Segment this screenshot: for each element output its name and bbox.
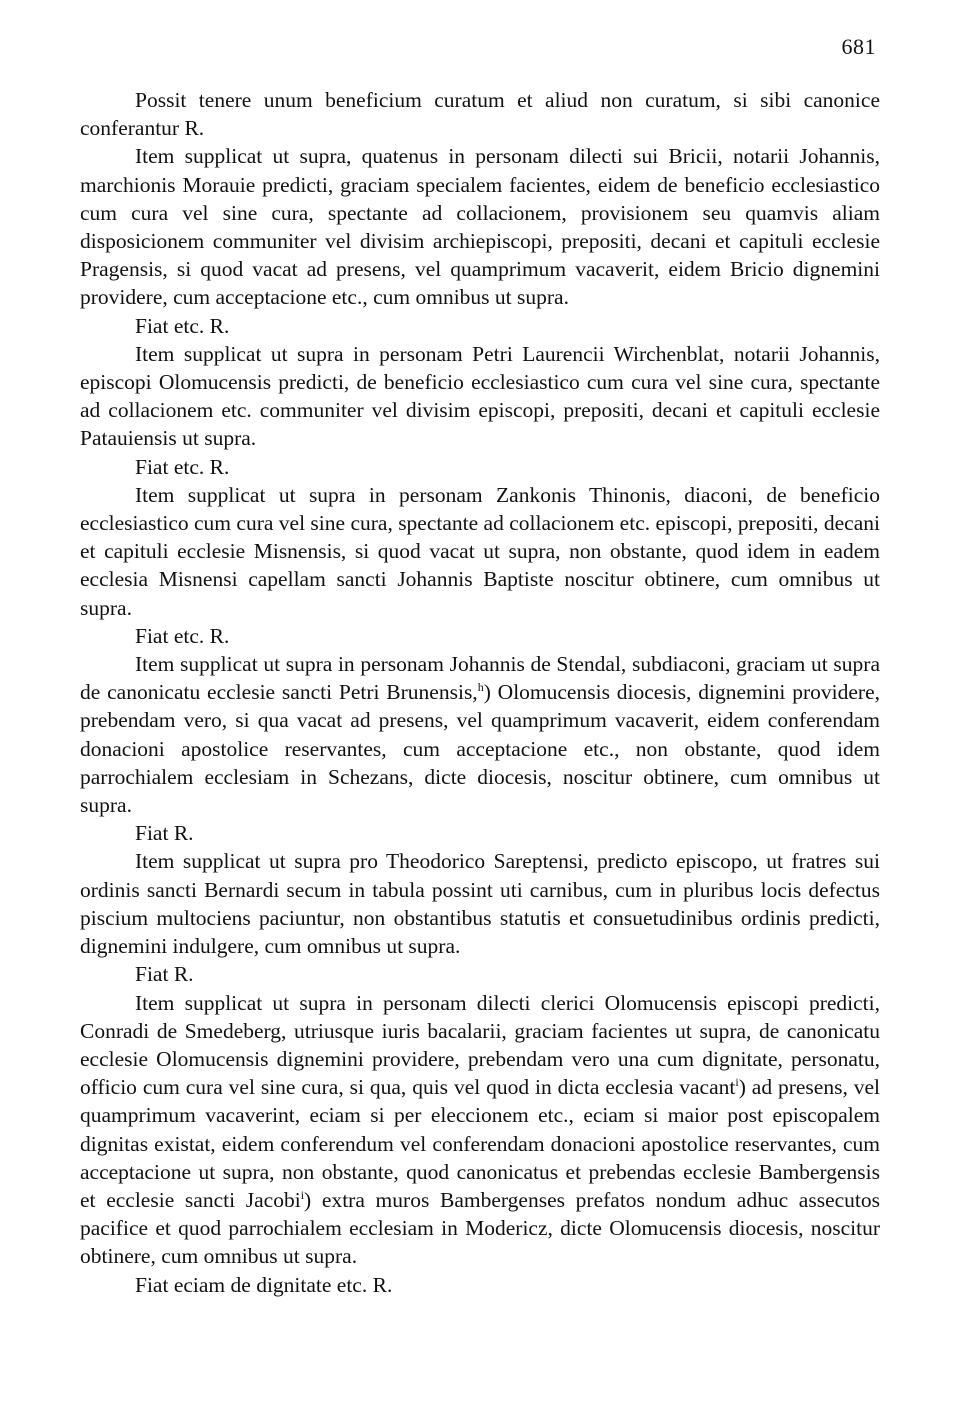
paragraph-text: Possit tenere unum beneficium curatum et aliud non curatum, si sibi canonice conferantur R. (80, 88, 880, 141)
paragraph-text: ) Olomucensis diocesis, dignemini providere, prebendam vero, si qua vacat ad presens, vel quamprimum vacaverit, eidem conferendam donacioni apostolice reservantes, cum acceptacione etc., non obstante, quod idem parrochialem ecclesiam in Schezans, dicte diocesis, noscitur obtinere, cum omnibus ut supra. (80, 680, 880, 818)
fiat-text: Fiat R. (135, 821, 194, 846)
paragraph (80, 86, 880, 142)
paragraph (80, 340, 880, 453)
paragraph (80, 650, 880, 819)
fiat-line (80, 312, 880, 340)
fiat-text: Fiat R. (135, 962, 194, 987)
fiat-text: Fiat etc. R. (135, 454, 230, 479)
paragraph (80, 142, 880, 311)
paragraph-text: Item supplicat ut supra in personam Johannis de Stendal, subdiaconi, graciam ut supra de canonicatu ecclesie sancti Petri Brunensis, (80, 652, 880, 705)
footnote-marker: i (300, 1187, 305, 1202)
paragraph-text: Item supplicat ut supra in personam Zankonis Thinonis, diaconi, de beneficio ecclesiastico cum cura vel sine cura, spectante ad collacionem etc. episcopi, prepositi, decani et capituli ecclesie Misnensis, si quod vacat ut supra, non obstante, quod idem in eadem ecclesia Misnensi capellam sancti Johannis Baptiste noscitur obtinere, cum omnibus ut supra. (80, 482, 880, 620)
paragraph-text: ) ad presens, vel quamprimum vacaverint, eciam si per eleccionem etc., eciam si maior post episcopalem dignitas existat, eidem conferendum vel conferendam donacioni apostolice reservantes, cum acceptacione ut supra, non obstante, quod canonicatus et prebendas ecclesie Bambergensis et ecclesie sancti Jacobi (80, 1075, 881, 1212)
fiat-line (80, 622, 880, 650)
footnote-marker: h (477, 680, 484, 695)
footnote-marker: i (735, 1074, 739, 1089)
paragraph (80, 481, 880, 622)
fiat-line (80, 1271, 880, 1299)
page-number: 681 (841, 34, 876, 59)
fiat-line (80, 453, 880, 481)
fiat-text: Fiat etc. R. (135, 313, 230, 338)
paragraph (80, 989, 880, 1271)
fiat-text: Fiat etc. R. (135, 623, 230, 648)
paragraph-text: Item supplicat ut supra in personam Petri Laurencii Wirchenblat, notarii Johannis, episcopi Olomucensis predicti, de beneficio ecclesiastico cum cura vel sine cura, spectante ad collacionem etc. communiter vel divisim episcopi, prepositi, decani et capituli ecclesie Patauiensis ut supra. (80, 341, 880, 451)
paragraph-text: ) extra muros Bambergenses prefatos nondum adhuc assecutos pacifice et quod parrochialem ecclesiam in Modericz, dicte Olomucensis diocesis, noscitur obtinere, cum omnibus ut supra. (80, 1187, 881, 1269)
fiat-line (80, 960, 880, 988)
fiat-line (80, 819, 880, 847)
fiat-text: Fiat eciam de dignitate etc. R. (135, 1272, 393, 1297)
paragraph-text: Item supplicat ut supra pro Theodorico Sareptensi, predicto episcopo, ut fratres sui ordinis sancti Bernardi secum in tabula possint uti carnibus, cum in pluribus locis defectus piscium multociens paciuntur, non obstantibus statutis et consuetudinibus ordinis predicti, dignemini indulgere, cum omnibus ut supra. (80, 849, 880, 959)
paragraph (80, 847, 880, 960)
paragraph-text: Item supplicat ut supra, quatenus in personam dilecti sui Bricii, notarii Johannis, marchionis Morauie predicti, graciam specialem facientes, eidem de beneficio ecclesiastico cum cura vel sine cura, spectante ad collacionem, provisionem seu quamvis aliam disposicionem communiter vel divisim archiepiscopi, prepositi, decani et capituli ecclesie Pragensis, si quod vacat ad presens, vel quamprimum vacaverit, eidem Bricio dignemini providere, cum acceptacione etc., cum omnibus ut supra. (80, 144, 880, 310)
text-body (80, 86, 880, 1299)
paragraph-text: Item supplicat ut supra in personam dilecti clerici Olomucensis episcopi predicti, Conradi de Smedeberg, utriusque iuris bacalarii, graciam facientes ut supra, de canonicatu ecclesie Olomucensis dignemini providere, prebendam vero una cum dignitate, personatu, officio cum cura vel sine cura, si qua, quis vel quod in dicta ecclesia vacant (80, 990, 880, 1100)
